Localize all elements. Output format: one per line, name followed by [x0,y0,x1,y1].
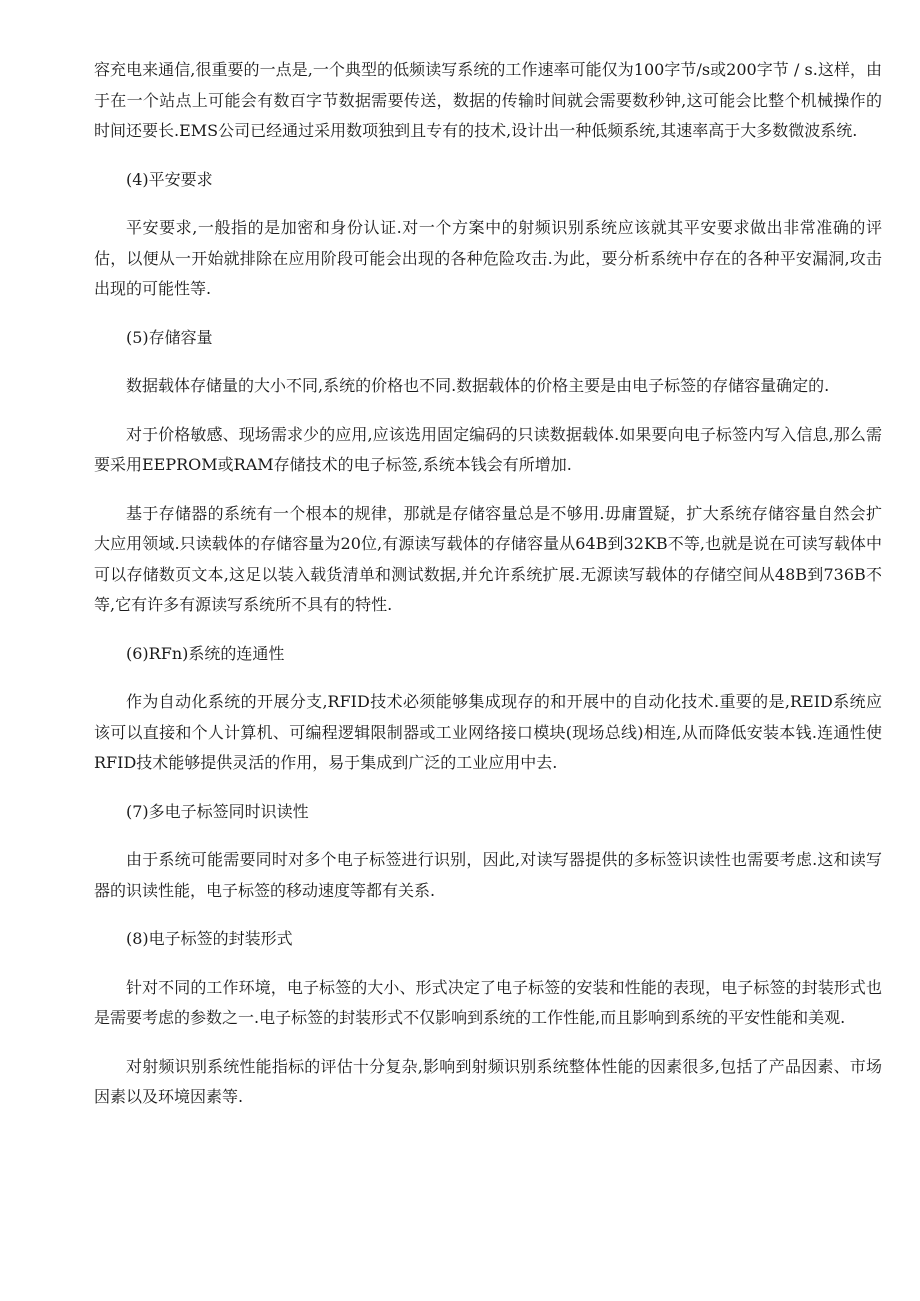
paragraph: 针对不同的工作环境，电子标签的大小、形式决定了电子标签的安装和性能的表现，电子标签的封装形式也是需要考虑的参数之一.电子标签的封装形式不仅影响到系统的工作性能,而且影响到系统的平安性能和美观. [94,977,882,1027]
paragraph: 对于价格敏感、现场需求少的应用,应该选用固定编码的只读数据载体.如果要向电子标签内写入信息,那么需要采用EEPROM或RAM存储技术的电子标签,系统本钱会有所增加. [94,424,882,474]
paragraph: 作为自动化系统的开展分支,RFID技术必须能够集成现存的和开展中的自动化技术.重要的是,REID系统应该可以直接和个人计算机、可编程逻辑限制器或工业网络接口模块(现场总线)相连,从而降低安装本钱.连通性使RFID技术能够提供灵活的作用，易于集成到广泛的工业应用中去. [94,692,882,772]
paragraph: 由于系统可能需要同时对多个电子标签进行识别，因此,对读写器提供的多标签识读性也需要考虑.这和读写器的识读性能，电子标签的移动速度等都有关系. [94,850,882,900]
paragraph-continued: 容充电来通信,很重要的一点是,一个典型的低频读写系统的工作速率可能仅为100字节/s或200字节 / s.这样，由于在一个站点上可能会有数百字节数据需要传送，数据的传输时间就会需要数秒钟,这可能会比整个机械操作的时间还要长.EMS公司已经通过采用数项独到且专有的技术,设计出一种低频系统,其速率高于大多数微波系统. [94,60,882,140]
section-heading-storage-capacity: (5)存储容量 [126,327,213,347]
section-heading-security: (4)平安要求 [126,169,213,189]
paragraph: 基于存储器的系统有一个根本的规律，那就是存储容量总是不够用.毋庸置疑，扩大系统存储容量自然会扩大应用领域.只读载体的存储容量为20位,有源读写载体的存储容量从64B到32KB不等,也就是说在可读写载体中可以存储数页文本,这足以装入载货清单和测试数据,并允许系统扩展.无源读写载体的存储空间从48B到736B不等,它有许多有源读写系统所不具有的特性. [94,503,882,614]
paragraph: 数据载体存储量的大小不同,系统的价格也不同.数据载体的价格主要是由电子标签的存储容量确定的. [126,376,830,395]
section-heading-connectivity: (6)RFn)系统的连通性 [126,643,285,663]
document-body [94,55,882,1131]
paragraph: 平安要求,一般指的是加密和身份认证.对一个方案中的射频识别系统应该就其平安要求做出非常准确的评估，以便从一开始就排除在应用阶段可能会出现的各种危险攻击.为此，要分析系统中存在的各种平安漏洞,攻击出现的可能性等. [94,218,882,298]
section-heading-tag-packaging: (8)电子标签的封装形式 [126,929,293,948]
paragraph: 对射频识别系统性能指标的评估十分复杂,影响到射频识别系统整体性能的因素很多,包括了产品因素、市场因素以及环境因素等. [94,1056,882,1106]
section-heading-multi-tag-reading: (7)多电子标签同时识读性 [126,801,309,821]
